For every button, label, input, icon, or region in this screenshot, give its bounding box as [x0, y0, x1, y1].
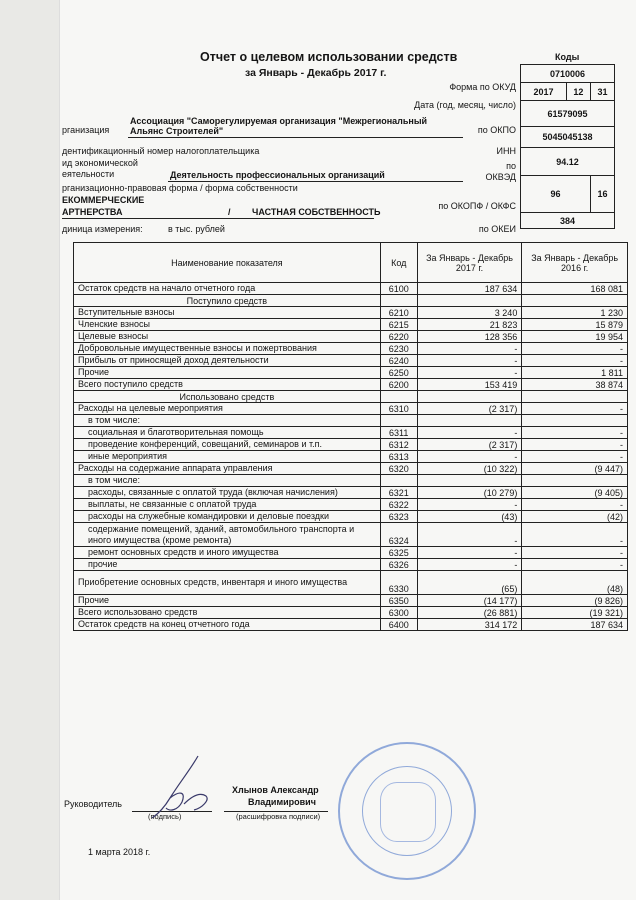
report-table: [73, 242, 628, 631]
unit-value: в тыс. рублей: [168, 224, 225, 234]
row-value-previous: -: [522, 547, 628, 559]
row-code: 6322: [380, 499, 417, 511]
row-value-previous: -: [522, 559, 628, 571]
row-value-current: [417, 475, 522, 487]
table-row: [74, 379, 628, 391]
row-value-current: (43): [417, 511, 522, 523]
org-name-line1: Ассоциация "Саморегулируемая организация "Межрегиональный: [130, 116, 428, 126]
table-row: [74, 511, 628, 523]
empty-cell: [522, 391, 628, 403]
row-value-previous: -: [522, 499, 628, 511]
row-value-previous: 187 634: [522, 619, 628, 631]
form-underline: [62, 218, 374, 219]
row-code: 6230: [380, 343, 417, 355]
table-row: [74, 619, 628, 631]
row-sublabel: в том числе:: [74, 415, 381, 427]
table-row: [74, 499, 628, 511]
table-row: [74, 343, 628, 355]
inn-value: 5045045138: [521, 127, 615, 148]
col-header-code: Код: [380, 243, 417, 283]
row-code: [380, 475, 417, 487]
row-value-current: -: [417, 547, 522, 559]
row-value-current: -: [417, 367, 522, 379]
row-code: 6220: [380, 331, 417, 343]
row-code: 6350: [380, 595, 417, 607]
row-value-current: 314 172: [417, 619, 522, 631]
row-name: Прочие: [74, 595, 381, 607]
row-value-current: -: [417, 427, 522, 439]
row-code: 6310: [380, 403, 417, 415]
row-value-previous: 15 879: [522, 319, 628, 331]
row-name: расходы, связанные с оплатой труда (включая начисления): [74, 487, 381, 499]
empty-cell: [417, 391, 522, 403]
row-value-current: -: [417, 499, 522, 511]
row-code: 6210: [380, 307, 417, 319]
empty-cell: [380, 295, 417, 307]
signer-name-line2: Владимирович: [248, 797, 316, 807]
row-value-current: [417, 415, 522, 427]
date-day: 31: [590, 83, 614, 101]
left-edge-underlay: [0, 0, 60, 900]
empty-cell: [417, 295, 522, 307]
row-sublabel: в том числе:: [74, 475, 381, 487]
table-row: [74, 319, 628, 331]
row-code: 6330: [380, 571, 417, 595]
row-code: 6100: [380, 283, 417, 295]
signature-caption: (подпись): [148, 812, 182, 821]
okei-value: 384: [521, 213, 615, 229]
row-value-previous: -: [522, 427, 628, 439]
org-underline: [128, 137, 463, 138]
row-name: Целевые взносы: [74, 331, 381, 343]
row-name: Приобретение основных средств, инвентаря и иного имущества: [74, 571, 381, 595]
inn-code-label: ИНН: [496, 146, 516, 156]
table-row: [74, 547, 628, 559]
row-name: выплаты, не связанные с оплатой труда: [74, 499, 381, 511]
row-code: 6325: [380, 547, 417, 559]
row-name: ремонт основных средств и иного имущества: [74, 547, 381, 559]
section-heading: Поступило средств: [74, 295, 381, 307]
row-code: 6320: [380, 463, 417, 475]
row-value-previous: (42): [522, 511, 628, 523]
row-value-previous: [522, 475, 628, 487]
okved-label-2: ОКВЭД: [485, 172, 516, 182]
row-name: проведение конференций, совещаний, семинаров и т.п.: [74, 439, 381, 451]
row-value-previous: -: [522, 343, 628, 355]
row-value-current: (10 279): [417, 487, 522, 499]
signature-role: Руководитель: [64, 799, 122, 809]
form-value-2: ЧАСТНАЯ СОБСТВЕННОСТЬ: [252, 207, 381, 217]
row-value-current: -: [417, 355, 522, 367]
row-name: Прибыль от приносящей доход деятельности: [74, 355, 381, 367]
org-name-line2: Альянс Строителей": [130, 126, 224, 136]
activity-underline: [168, 181, 463, 182]
table-row: [74, 295, 628, 307]
section-heading: Использовано средств: [74, 391, 381, 403]
activity-label-1: ид экономической: [62, 158, 138, 168]
table-row: [74, 571, 628, 595]
activity-label-2: еятельности: [62, 169, 115, 179]
codes-header: Коды: [555, 52, 580, 62]
row-name: Остаток средств на конец отчетного года: [74, 619, 381, 631]
row-value-previous: (9 826): [522, 595, 628, 607]
codes-table: [520, 64, 615, 229]
row-value-previous: -: [522, 439, 628, 451]
col-header-current: За Январь - Декабрь 2017 г.: [417, 243, 522, 283]
activity-value: Деятельность профессиональных организаций: [170, 170, 385, 180]
row-name: Вступительные взносы: [74, 307, 381, 319]
row-name: иные мероприятия: [74, 451, 381, 463]
row-value-current: 21 823: [417, 319, 522, 331]
row-value-current: 187 634: [417, 283, 522, 295]
row-value-current: (2 317): [417, 403, 522, 415]
row-code: 6250: [380, 367, 417, 379]
table-row: [74, 463, 628, 475]
row-name: Расходы на целевые мероприятия: [74, 403, 381, 415]
row-code: 6200: [380, 379, 417, 391]
row-code: 6323: [380, 511, 417, 523]
row-name: Членские взносы: [74, 319, 381, 331]
table-row: [74, 475, 628, 487]
row-value-current: (65): [417, 571, 522, 595]
date-year: 2017: [521, 83, 567, 101]
form-separator: /: [228, 207, 231, 217]
row-value-current: -: [417, 451, 522, 463]
row-code: 6400: [380, 619, 417, 631]
table-row: [74, 607, 628, 619]
row-value-previous: -: [522, 451, 628, 463]
table-row: [74, 415, 628, 427]
row-value-previous: -: [522, 403, 628, 415]
row-value-current: (2 317): [417, 439, 522, 451]
okpo-value: 61579095: [521, 101, 615, 127]
table-row: [74, 307, 628, 319]
inn-label: дентификационный номер налогоплательщика: [62, 146, 260, 156]
okved-value: 94.12: [521, 148, 615, 176]
row-name: социальная и благотворительная помощь: [74, 427, 381, 439]
row-value-current: -: [417, 523, 522, 547]
row-value-current: 128 356: [417, 331, 522, 343]
empty-cell: [380, 391, 417, 403]
row-code: 6312: [380, 439, 417, 451]
table-row: [74, 559, 628, 571]
row-name: Остаток средств на начало отчетного года: [74, 283, 381, 295]
table-row: [74, 523, 628, 547]
organization-seal: [338, 742, 476, 880]
report-period: за Январь - Декабрь 2017 г.: [245, 67, 387, 79]
row-value-previous: (48): [522, 571, 628, 595]
row-code: 6215: [380, 319, 417, 331]
table-body: [74, 283, 628, 631]
form-value-1a: ЕКОММЕРЧЕСКИЕ: [62, 195, 145, 205]
okved-label-1: по: [506, 161, 516, 171]
row-value-current: (26 881): [417, 607, 522, 619]
unit-label: диница измерения:: [62, 224, 143, 234]
row-value-previous: (9 405): [522, 487, 628, 499]
handwritten-signature: [140, 752, 230, 822]
table-row: [74, 427, 628, 439]
row-code: 6326: [380, 559, 417, 571]
okud-label: Форма по ОКУД: [449, 82, 516, 92]
report-title: Отчет о целевом использовании средств: [200, 50, 458, 64]
row-name: прочие: [74, 559, 381, 571]
row-name: Добровольные имущественные взносы и пожертвования: [74, 343, 381, 355]
row-name: содержание помещений, зданий, автомобильного транспорта и иного имущества (кроме ремонта): [74, 523, 381, 547]
row-name: Всего использовано средств: [74, 607, 381, 619]
table-row: [74, 283, 628, 295]
row-value-previous: (9 447): [522, 463, 628, 475]
okopf-value: 96: [521, 176, 591, 213]
row-value-previous: (19 321): [522, 607, 628, 619]
okfs-value: 16: [590, 176, 614, 213]
signature-date: 1 марта 2018 г.: [88, 847, 151, 857]
row-value-previous: 19 954: [522, 331, 628, 343]
name-caption: (расшифровка подписи): [236, 812, 321, 821]
row-code: 6300: [380, 607, 417, 619]
row-value-current: (10 322): [417, 463, 522, 475]
col-header-name: Наименование показателя: [74, 243, 381, 283]
date-label: Дата (год, месяц, число): [414, 100, 516, 110]
row-value-previous: 1 811: [522, 367, 628, 379]
row-value-current: -: [417, 559, 522, 571]
row-code: 6321: [380, 487, 417, 499]
org-label: рганизация: [62, 125, 110, 135]
okpo-label: по ОКПО: [477, 125, 516, 135]
table-row: [74, 331, 628, 343]
okei-label: по ОКЕИ: [478, 224, 516, 234]
row-value-previous: [522, 415, 628, 427]
row-code: 6313: [380, 451, 417, 463]
table-row: [74, 487, 628, 499]
empty-cell: [522, 295, 628, 307]
okud-value: 0710006: [521, 65, 615, 83]
row-value-current: (14 177): [417, 595, 522, 607]
row-value-current: -: [417, 343, 522, 355]
row-value-previous: 1 230: [522, 307, 628, 319]
row-name: Всего поступило средств: [74, 379, 381, 391]
row-value-current: 3 240: [417, 307, 522, 319]
table-header-row: [74, 243, 628, 283]
row-code: 6324: [380, 523, 417, 547]
row-value-current: 153 419: [417, 379, 522, 391]
table-row: [74, 439, 628, 451]
table-row: [74, 391, 628, 403]
row-value-previous: 38 874: [522, 379, 628, 391]
row-code: 6311: [380, 427, 417, 439]
table-row: [74, 355, 628, 367]
date-month: 12: [566, 83, 590, 101]
form-value-1b: АРТНЕРСТВА: [62, 207, 123, 217]
table-row: [74, 451, 628, 463]
row-value-previous: -: [522, 355, 628, 367]
row-value-previous: -: [522, 523, 628, 547]
row-code: 6240: [380, 355, 417, 367]
okopf-label: по ОКОПФ / ОКФС: [438, 201, 516, 211]
signer-name-line1: Хлынов Александр: [232, 785, 319, 795]
row-name: Расходы на содержание аппарата управления: [74, 463, 381, 475]
row-name: расходы на служебные командировки и деловые поездки: [74, 511, 381, 523]
row-value-previous: 168 081: [522, 283, 628, 295]
form-label: рганизационно-правовая форма / форма собственности: [62, 183, 298, 193]
table-row: [74, 367, 628, 379]
table-row: [74, 403, 628, 415]
row-name: Прочие: [74, 367, 381, 379]
col-header-previous: За Январь - Декабрь 2016 г.: [522, 243, 628, 283]
row-code: [380, 415, 417, 427]
table-row: [74, 595, 628, 607]
